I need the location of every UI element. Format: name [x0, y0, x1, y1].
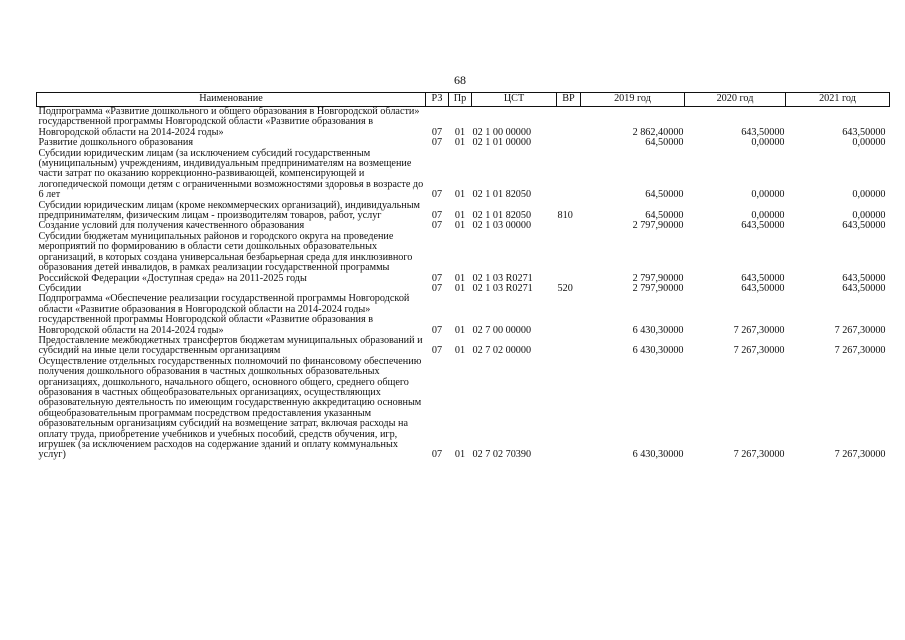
row-pr: 01	[454, 210, 466, 222]
table-row	[37, 201, 890, 222]
table-body	[37, 107, 890, 461]
header-2020: 2020 год	[685, 93, 786, 107]
row-name: Субсидии юридическим лицам (кроме некоммерческих организаций), индивидуальным предпринимателям, физическим лицам - производителям товаров, работ, услуг	[38, 199, 420, 222]
row-vr	[557, 221, 581, 231]
row-cst: 02 7 02 70390	[472, 449, 532, 461]
row-vr: 520	[557, 282, 573, 294]
row-pr: 01	[454, 449, 466, 461]
page-number: 68	[454, 73, 466, 87]
row-2019: 2 862,40000	[632, 126, 684, 138]
row-pr: 01	[454, 272, 466, 284]
header-vr: ВР	[557, 93, 581, 107]
row-cst: 02 1 03 00000	[472, 220, 532, 232]
row-name: Создание условий для получения качественного образования	[38, 220, 305, 232]
row-2021: 643,50000	[842, 282, 886, 294]
row-2021: 0,00000	[852, 189, 886, 201]
row-cst: 02 1 01 82050	[472, 189, 532, 201]
row-2019: 6 430,30000	[632, 449, 684, 461]
row-2019: 64,50000	[645, 189, 684, 201]
row-name: Осуществление отдельных государственных полномочий по финансовому обеспечению получения дошкольного образования в частных дошкольных образовательных организациях, дошкольного, начального общего, основного общего, среднего общего образования в частных общеобразовательных организациях, осуществляющих образовательную деятельность по имеющим государственную аккредитацию основным общеобразовательным программам посредством предоставления указанным образовательным организациям субсидий на возмещение затрат, включая расходы на оплату труда, приобретение учебников и учебных пособий, средств обучения, игр, игрушек (за исключением расходов на содержание зданий и оплату коммунальных услуг)	[38, 355, 422, 461]
row-2021: 0,00000	[852, 137, 886, 149]
row-vr	[557, 138, 581, 148]
row-vr	[557, 149, 581, 201]
row-2020: 0,00000	[751, 137, 785, 149]
row-vr	[557, 107, 581, 139]
row-2021: 7 267,30000	[834, 345, 886, 357]
row-vr: 810	[557, 210, 573, 222]
header-2019: 2019 год	[581, 93, 685, 107]
table-row	[37, 294, 890, 336]
row-rz: 07	[431, 324, 443, 336]
row-pr: 01	[454, 324, 466, 336]
header-cst: ЦСТ	[472, 93, 557, 107]
row-2019: 2 797,90000	[632, 220, 684, 232]
table-row	[37, 357, 890, 461]
row-name: Развитие дошкольного образования	[38, 137, 194, 149]
row-2019: 2 797,90000	[632, 272, 684, 284]
row-cst: 02 1 01 00000	[472, 137, 532, 149]
row-rz: 07	[431, 126, 443, 138]
row-2020: 643,50000	[741, 126, 785, 138]
row-pr: 01	[454, 282, 466, 294]
row-2020: 643,50000	[741, 282, 785, 294]
table-row	[37, 336, 890, 357]
table-row	[37, 107, 890, 139]
row-rz: 07	[431, 210, 443, 222]
row-rz: 07	[431, 282, 443, 294]
row-cst: 02 1 01 82050	[472, 210, 532, 222]
row-2021: 643,50000	[842, 272, 886, 284]
row-cst: 02 1 00 00000	[472, 126, 532, 138]
budget-table	[36, 92, 890, 461]
row-pr: 01	[454, 189, 466, 201]
row-cst: 02 1 03 R0271	[472, 272, 533, 284]
row-2019: 64,50000	[645, 210, 684, 222]
row-rz: 07	[431, 272, 443, 284]
row-2020: 643,50000	[741, 220, 785, 232]
row-vr	[557, 336, 581, 357]
row-name: Подпрограмма «Обеспечение реализации государственной программы Новгородской области «Развитие образования в Новгородской области на 2014-2024 годы» государственной программы Новгородской области «Развитие образования в Новгородской области на 2014-2024 годы»	[38, 293, 410, 336]
header-pr: Пр	[449, 93, 472, 107]
row-2021: 0,00000	[852, 210, 886, 222]
row-vr	[557, 294, 581, 336]
row-2021: 643,50000	[842, 126, 886, 138]
header-row	[37, 93, 890, 107]
row-2019: 6 430,30000	[632, 324, 684, 336]
row-2019: 6 430,30000	[632, 345, 684, 357]
header-2021: 2021 год	[786, 93, 890, 107]
row-2020: 643,50000	[741, 272, 785, 284]
table-row	[37, 232, 890, 284]
row-rz: 07	[431, 137, 443, 149]
row-2021: 643,50000	[842, 220, 886, 232]
table-header	[37, 93, 890, 107]
row-2019: 2 797,90000	[632, 282, 684, 294]
header-rz: РЗ	[426, 93, 449, 107]
row-2020: 7 267,30000	[733, 324, 785, 336]
row-rz: 07	[431, 449, 443, 461]
table-row	[37, 149, 890, 201]
row-name: Предоставление межбюджетных трансфертов бюджетам муниципальных образований и субсидий на иные цели государственным организациям	[38, 334, 423, 357]
row-name: Подпрограмма «Развитие дошкольного и общего образования в Новгородской области» государственной программы Новгородской области «Развитие образования в Новгородской области на 2014-2024 годы»	[38, 106, 420, 138]
row-rz: 07	[431, 220, 443, 232]
row-2020: 0,00000	[751, 189, 785, 201]
row-rz: 07	[431, 189, 443, 201]
row-2021: 7 267,30000	[834, 449, 886, 461]
row-vr	[557, 357, 581, 461]
row-cst: 02 7 02 00000	[472, 345, 532, 357]
row-cst: 02 7 00 00000	[472, 324, 532, 336]
row-name: Субсидии бюджетам муниципальных районов и городского округа на проведение мероприятий по формированию в области сети дошкольных образовательных организаций, в которых создана универсальная безбарьерная среда для инклюзивного образования детей инвалидов, в рамках реализации государственной программы Российской Федерации «Доступная среда» на 2011-2025 годы	[38, 230, 413, 284]
row-rz: 07	[431, 345, 443, 357]
row-2020: 7 267,30000	[733, 449, 785, 461]
row-name: Субсидии юридическим лицам (за исключением субсидий государственным (муниципальным) учреждениям, индивидуальным предпринимателям на возмещение части затрат по оказанию коррекционно-развивающей, компенсирующей и логопедической помощи детям с ограниченными возможностями здоровья в возрасте до 6 лет	[38, 147, 424, 201]
row-2020: 7 267,30000	[733, 345, 785, 357]
header-name: Наименование	[37, 93, 426, 107]
row-2021: 7 267,30000	[834, 324, 886, 336]
row-2020: 0,00000	[751, 210, 785, 222]
row-cst: 02 1 03 R0271	[472, 282, 533, 294]
row-pr: 01	[454, 137, 466, 149]
row-pr: 01	[454, 345, 466, 357]
row-name: Субсидии	[38, 282, 82, 294]
row-pr: 01	[454, 220, 466, 232]
row-vr	[557, 232, 581, 284]
row-pr: 01	[454, 126, 466, 138]
row-2019: 64,50000	[645, 137, 684, 149]
